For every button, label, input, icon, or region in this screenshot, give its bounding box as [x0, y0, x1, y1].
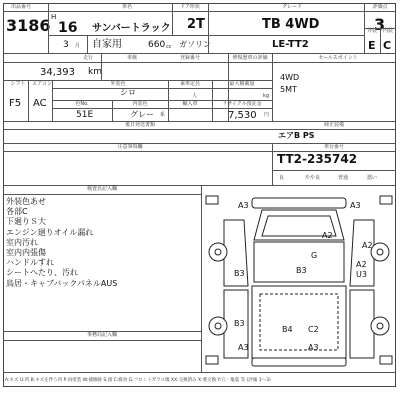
load-caption: 最大積載量	[229, 81, 255, 87]
interior-caption: 内装	[382, 28, 393, 34]
comment-line: 室内内張傷	[6, 248, 46, 258]
doors-caption: ドア形状	[180, 4, 200, 10]
month: 3	[63, 40, 69, 50]
interior-color: グレー	[130, 110, 154, 119]
frame-option-2: やや良	[305, 175, 321, 181]
recycle-fee: 7,530	[228, 110, 257, 121]
lot-number: 3186	[6, 16, 51, 35]
comment-line: 鳥居・キャブバックパネルAUS	[6, 278, 118, 288]
use-type: 自家用	[92, 39, 122, 50]
damage-label: B3	[234, 269, 245, 278]
frame-option-4: 悪い	[367, 175, 378, 181]
color-caption: 外装色	[110, 81, 126, 87]
recycle-unit: 円	[264, 112, 270, 118]
comment-line: ハンドルすれ	[6, 258, 54, 268]
notes-caption: 注意事項欄	[117, 144, 143, 150]
dealer-caption: 事務局記入欄	[86, 332, 117, 338]
shift: F5	[9, 98, 22, 109]
score-caption: 評価点	[372, 4, 388, 10]
model-caption: 車名	[121, 4, 132, 10]
car-outline	[204, 190, 394, 370]
mileage-caption: 走行	[82, 55, 93, 61]
damage-label: G	[311, 251, 318, 260]
frame-number: TT2-235742	[277, 152, 358, 166]
mileage: 34,393	[40, 67, 75, 78]
load-unit: kg	[263, 93, 270, 99]
frame-option-3: 普通	[338, 175, 349, 181]
damage-label: U3	[356, 270, 367, 279]
damage-label: C2	[308, 325, 319, 334]
month-unit: 月	[75, 43, 81, 49]
cc-unit: cc	[166, 44, 172, 50]
equipment: エアB PS	[278, 131, 315, 140]
door-type: 2T	[187, 17, 205, 32]
damage-label: A2	[362, 241, 373, 250]
damage-label: A3	[238, 343, 249, 352]
history-caption: 修復歴車の評価	[232, 55, 268, 61]
damage-label: B3	[296, 266, 307, 275]
recycle-caption: リサイクル預託金	[222, 101, 262, 107]
model-code: LE-TT2	[272, 39, 309, 50]
inspection-caption: 車検	[126, 55, 137, 61]
comment-line: 室内汚れ	[6, 237, 38, 247]
color-code: 51E	[76, 110, 94, 120]
damage-label: A3	[350, 201, 361, 210]
comment-line: 外装色あせ	[6, 197, 46, 206]
model-name: サンバートラック	[92, 23, 171, 34]
registration-caption: 登録番号	[179, 55, 200, 61]
legend-footer: A:キズ U:凹 B:キズを伴う凹 P:再塗装 W:補修跡 S:錆 C:腐食 G:フロントガラス傷 XX:交換済み X:要交換 Y:穴・亀裂 等 (評価 1〜3)	[5, 378, 271, 383]
comment-line: 下廻りＳ大	[6, 217, 46, 227]
interior-color-caption: 内装色	[132, 101, 148, 107]
capacity-caption: 乗車定員	[179, 81, 200, 87]
inspector-comments	[6, 197, 117, 289]
exterior-caption: 外装	[366, 28, 377, 34]
score: 3	[374, 15, 386, 34]
capacity-unit: 人	[192, 93, 198, 99]
comment-line: エンジン廻りオイル漏れ	[6, 227, 94, 237]
inspector-caption: 検査員記入欄	[86, 186, 117, 192]
frame-option-1: 良	[279, 175, 285, 181]
comment-line: 各部C	[6, 207, 28, 217]
interior-grade: C	[383, 39, 392, 52]
color-code-caption: 色No.	[75, 101, 89, 107]
car-damage-diagram	[204, 190, 394, 370]
comment-line: シートへたり、汚れ	[6, 268, 78, 278]
shift-caption: シフト	[10, 81, 26, 87]
interior-color-suffix: 系	[160, 112, 166, 118]
damage-label: A2	[322, 231, 333, 240]
damage-label: A2	[356, 260, 367, 269]
damage-label: B4	[282, 325, 293, 334]
fuel: ガソリン	[179, 40, 211, 49]
lot-caption: 出品番号	[10, 4, 31, 10]
displacement: 660	[148, 40, 166, 50]
damage-label: B3	[234, 319, 245, 328]
grade: TB 4WD	[262, 17, 320, 32]
frame-caption: 車台番号	[323, 144, 344, 150]
later-docs-caption: 後日発送書類	[124, 122, 155, 128]
era: H	[51, 13, 57, 21]
exterior-grade: E	[368, 39, 376, 52]
point-2: 5MT	[280, 85, 297, 94]
year: 16	[58, 20, 78, 36]
damage-label: A3	[238, 201, 249, 210]
body-color: シロ	[120, 88, 136, 97]
equipment-caption: 純正装備	[323, 122, 344, 128]
import-caption: 輸入車	[182, 101, 198, 107]
point-1: 4WD	[280, 73, 300, 82]
damage-label: A3	[308, 343, 319, 352]
ac-caption: エアコン	[32, 81, 52, 87]
points-caption: セールスポイント	[318, 55, 358, 61]
air-conditioner: AC	[33, 98, 47, 109]
mileage-unit: km	[88, 67, 102, 77]
grade-caption: グレード	[281, 4, 302, 10]
